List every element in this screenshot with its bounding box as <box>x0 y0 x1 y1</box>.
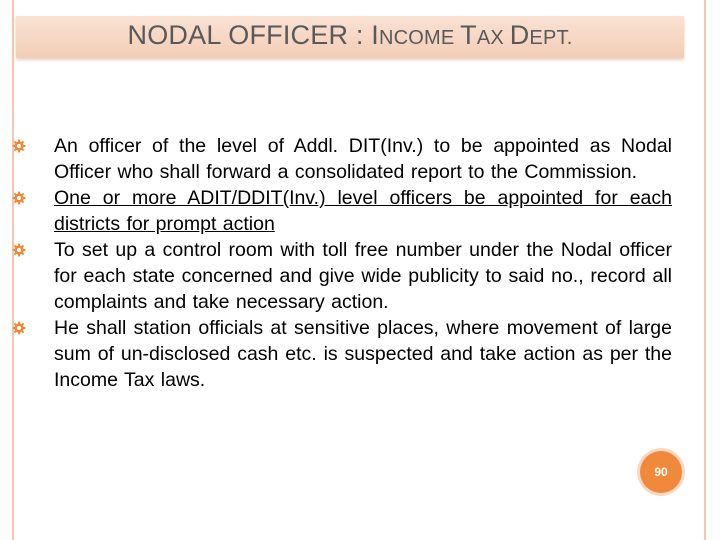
page-number: 90 <box>654 465 668 479</box>
title-word-income: INCOME <box>371 20 461 50</box>
frame-line-left <box>12 0 14 540</box>
gear-icon <box>12 139 26 153</box>
gear-icon <box>12 321 26 335</box>
page-number-badge <box>640 451 682 493</box>
gear-icon <box>12 243 26 257</box>
title-word-dept: DEPT. <box>509 20 573 50</box>
frame-line-right <box>704 0 706 540</box>
slide-title <box>0 20 700 51</box>
bullet-item <box>38 315 672 393</box>
bullet-text: He shall station officials at sensitive places, where movement of large sum of un-disclosed cash etc. is suspected and take action as per the Income Tax laws. <box>54 317 672 391</box>
bullet-item <box>38 185 672 237</box>
title-prefix: NODAL OFFICER : <box>127 20 372 50</box>
gear-icon <box>12 191 26 205</box>
bullet-item <box>38 237 672 315</box>
bullet-text: An officer of the level of Addl. DIT(Inv.) to be appointed as Nodal Officer who shall forward a consolidated report to the Commission. <box>54 135 672 183</box>
bullet-list <box>38 133 672 393</box>
title-word-tax: TAX <box>460 20 510 50</box>
bullet-text: To set up a control room with toll free number under the Nodal officer for each state concerned and give wide publicity to said no., record all complaints and take necessary action. <box>54 239 672 313</box>
bullet-item <box>38 133 672 185</box>
bullet-text: One or more ADIT/DDIT(Inv.) level officers be appointed for each districts for prompt action <box>54 187 672 235</box>
